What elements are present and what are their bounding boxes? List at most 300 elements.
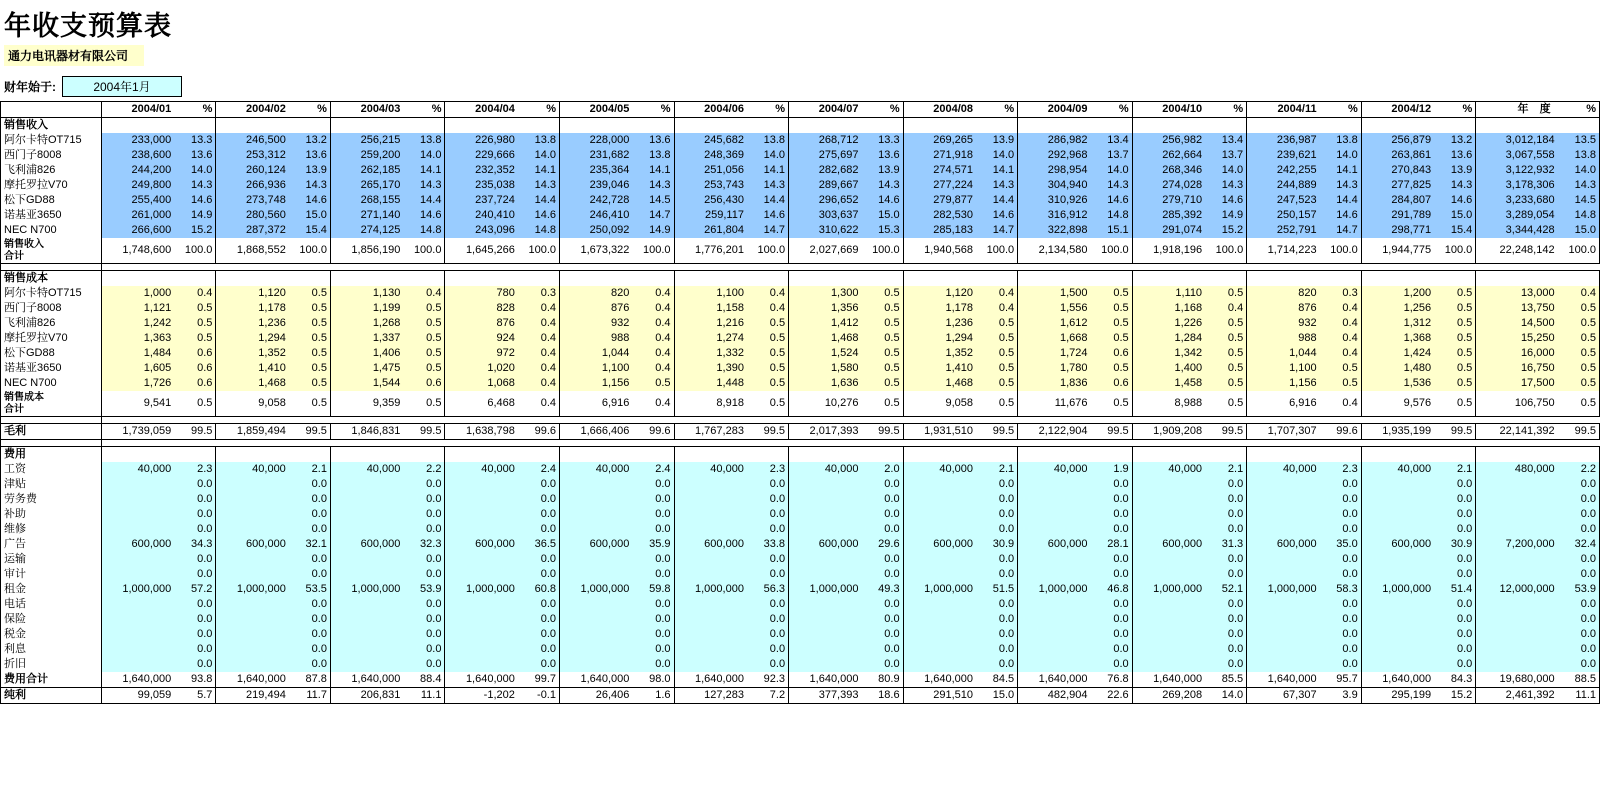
revenue-6-amt-3[interactable]: 271,140 (330, 208, 403, 223)
expense-13-pct-2[interactable]: 0.0 (289, 642, 331, 657)
revenue-1-pct-2[interactable]: 13.2 (289, 133, 331, 148)
cost-3-amt-2[interactable]: 1,236 (216, 316, 289, 331)
gross-profit-amt-10[interactable]: 1,909,208 (1132, 424, 1205, 440)
expense-12-amt-4[interactable] (445, 627, 518, 642)
revenue-7-amt-8[interactable]: 285,183 (903, 223, 976, 238)
revenue-2-amt-3[interactable]: 259,200 (330, 148, 403, 163)
cost-7-pct-3[interactable]: 0.6 (403, 376, 445, 391)
expense-11-pct-7[interactable]: 0.0 (861, 612, 903, 627)
expense-11-amt-6[interactable] (674, 612, 747, 627)
cost-2-amt-1[interactable]: 1,121 (101, 301, 174, 316)
revenue-2-amt-8[interactable]: 271,918 (903, 148, 976, 163)
revenue-1-amt-7[interactable]: 268,712 (789, 133, 862, 148)
expense-total-amt-12[interactable]: 1,640,000 (1361, 672, 1434, 688)
expense-10-pct-12[interactable]: 0.0 (1434, 597, 1476, 612)
expense-5-amt-10[interactable] (1132, 522, 1205, 537)
cost-7-pct-2[interactable]: 0.5 (289, 376, 331, 391)
gross-profit-pct-1[interactable]: 99.5 (174, 424, 216, 440)
revenue-2-pct-4[interactable]: 14.0 (518, 148, 560, 163)
cost-5-pct-12[interactable]: 0.5 (1434, 346, 1476, 361)
expense-5-amt-6[interactable] (674, 522, 747, 537)
expense-2-amt-6[interactable] (674, 477, 747, 492)
expense-9-pct-2[interactable]: 53.5 (289, 582, 331, 597)
revenue-total-amt-7[interactable]: 2,027,669 (789, 238, 862, 264)
expense-9-amt-3[interactable]: 1,000,000 (330, 582, 403, 597)
net-profit-amt-1[interactable]: 99,059 (101, 688, 174, 704)
expense-7-amt-6[interactable] (674, 552, 747, 567)
revenue-6-amt-11[interactable]: 250,157 (1247, 208, 1320, 223)
expense-10-amt-5[interactable] (560, 597, 633, 612)
cost-4-pct-10[interactable]: 0.5 (1205, 331, 1247, 346)
expense-1-pct-9[interactable]: 1.9 (1091, 462, 1133, 477)
revenue-7-amt-6[interactable]: 261,804 (674, 223, 747, 238)
revenue-total-year[interactable]: 22,248,142 (1476, 238, 1558, 264)
expense-13-amt-2[interactable] (216, 642, 289, 657)
revenue-4-pct-11[interactable]: 14.3 (1320, 178, 1362, 193)
cost-total-amt-9[interactable]: 11,676 (1018, 391, 1091, 417)
expense-6-pct-4[interactable]: 36.5 (518, 537, 560, 552)
cost-total-amt-11[interactable]: 6,916 (1247, 391, 1320, 417)
expense-13-amt-9[interactable] (1018, 642, 1091, 657)
expense-10-year-pct[interactable]: 0.0 (1558, 597, 1600, 612)
expense-4-pct-12[interactable]: 0.0 (1434, 507, 1476, 522)
expense-5-pct-4[interactable]: 0.0 (518, 522, 560, 537)
expense-7-amt-12[interactable] (1361, 552, 1434, 567)
cost-total-pct-6[interactable]: 0.5 (747, 391, 789, 417)
revenue-1-amt-4[interactable]: 226,980 (445, 133, 518, 148)
cost-2-pct-4[interactable]: 0.4 (518, 301, 560, 316)
revenue-1-amt-1[interactable]: 233,000 (101, 133, 174, 148)
cost-3-pct-1[interactable]: 0.5 (174, 316, 216, 331)
revenue-2-pct-1[interactable]: 13.6 (174, 148, 216, 163)
expense-13-amt-6[interactable] (674, 642, 747, 657)
cost-3-pct-3[interactable]: 0.5 (403, 316, 445, 331)
expense-11-pct-12[interactable]: 0.0 (1434, 612, 1476, 627)
revenue-7-pct-1[interactable]: 15.2 (174, 223, 216, 238)
expense-14-pct-2[interactable]: 0.0 (289, 657, 331, 672)
expense-1-pct-2[interactable]: 2.1 (289, 462, 331, 477)
expense-1-pct-10[interactable]: 2.1 (1205, 462, 1247, 477)
revenue-7-amt-3[interactable]: 274,125 (330, 223, 403, 238)
expense-6-amt-11[interactable]: 600,000 (1247, 537, 1320, 552)
expense-1-amt-10[interactable]: 40,000 (1132, 462, 1205, 477)
revenue-6-amt-1[interactable]: 261,000 (101, 208, 174, 223)
expense-13-pct-3[interactable]: 0.0 (403, 642, 445, 657)
expense-6-amt-8[interactable]: 600,000 (903, 537, 976, 552)
cost-3-pct-10[interactable]: 0.5 (1205, 316, 1247, 331)
revenue-7-amt-10[interactable]: 291,074 (1132, 223, 1205, 238)
cost-1-pct-7[interactable]: 0.5 (861, 286, 903, 301)
revenue-5-amt-2[interactable]: 273,748 (216, 193, 289, 208)
expense-total-pct-5[interactable]: 98.0 (632, 672, 674, 688)
revenue-total-pct-1[interactable]: 100.0 (174, 238, 216, 264)
revenue-2-pct-6[interactable]: 14.0 (747, 148, 789, 163)
expense-12-amt-12[interactable] (1361, 627, 1434, 642)
expense-7-pct-8[interactable]: 0.0 (976, 552, 1018, 567)
expense-7-amt-7[interactable] (789, 552, 862, 567)
net-profit-amt-6[interactable]: 127,283 (674, 688, 747, 704)
expense-9-pct-7[interactable]: 49.3 (861, 582, 903, 597)
expense-4-pct-5[interactable]: 0.0 (632, 507, 674, 522)
expense-7-amt-2[interactable] (216, 552, 289, 567)
expense-8-pct-10[interactable]: 0.0 (1205, 567, 1247, 582)
cost-6-pct-7[interactable]: 0.5 (861, 361, 903, 376)
expense-3-pct-1[interactable]: 0.0 (174, 492, 216, 507)
revenue-5-amt-5[interactable]: 242,728 (560, 193, 633, 208)
revenue-5-pct-12[interactable]: 14.6 (1434, 193, 1476, 208)
cost-total-pct-1[interactable]: 0.5 (174, 391, 216, 417)
cost-6-pct-1[interactable]: 0.6 (174, 361, 216, 376)
cost-2-pct-6[interactable]: 0.4 (747, 301, 789, 316)
revenue-7-amt-1[interactable]: 266,600 (101, 223, 174, 238)
revenue-4-amt-9[interactable]: 304,940 (1018, 178, 1091, 193)
revenue-total-amt-4[interactable]: 1,645,266 (445, 238, 518, 264)
cost-6-amt-4[interactable]: 1,020 (445, 361, 518, 376)
gross-profit-pct-5[interactable]: 99.6 (632, 424, 674, 440)
revenue-total-amt-11[interactable]: 1,714,223 (1247, 238, 1320, 264)
cost-7-amt-2[interactable]: 1,468 (216, 376, 289, 391)
cost-total-pct-5[interactable]: 0.4 (632, 391, 674, 417)
expense-total-pct-9[interactable]: 76.8 (1091, 672, 1133, 688)
cost-7-amt-3[interactable]: 1,544 (330, 376, 403, 391)
expense-5-pct-2[interactable]: 0.0 (289, 522, 331, 537)
revenue-total-amt-5[interactable]: 1,673,322 (560, 238, 633, 264)
cost-1-amt-12[interactable]: 1,200 (1361, 286, 1434, 301)
expense-3-year[interactable] (1476, 492, 1558, 507)
expense-12-pct-7[interactable]: 0.0 (861, 627, 903, 642)
expense-7-pct-11[interactable]: 0.0 (1320, 552, 1362, 567)
revenue-total-pct-9[interactable]: 100.0 (1091, 238, 1133, 264)
gross-profit-pct-4[interactable]: 99.6 (518, 424, 560, 440)
expense-7-pct-9[interactable]: 0.0 (1091, 552, 1133, 567)
cost-total-pct-9[interactable]: 0.5 (1091, 391, 1133, 417)
expense-14-year[interactable] (1476, 657, 1558, 672)
expense-9-pct-4[interactable]: 60.8 (518, 582, 560, 597)
expense-2-pct-12[interactable]: 0.0 (1434, 477, 1476, 492)
cost-5-amt-1[interactable]: 1,484 (101, 346, 174, 361)
revenue-2-pct-7[interactable]: 13.6 (861, 148, 903, 163)
revenue-7-amt-5[interactable]: 250,092 (560, 223, 633, 238)
revenue-total-amt-2[interactable]: 1,868,552 (216, 238, 289, 264)
revenue-6-amt-7[interactable]: 303,637 (789, 208, 862, 223)
expense-7-amt-1[interactable] (101, 552, 174, 567)
expense-4-amt-7[interactable] (789, 507, 862, 522)
revenue-5-amt-8[interactable]: 279,877 (903, 193, 976, 208)
expense-10-amt-2[interactable] (216, 597, 289, 612)
cost-3-amt-6[interactable]: 1,216 (674, 316, 747, 331)
cost-total-pct-10[interactable]: 0.5 (1205, 391, 1247, 417)
expense-2-amt-1[interactable] (101, 477, 174, 492)
expense-2-pct-2[interactable]: 0.0 (289, 477, 331, 492)
expense-7-pct-4[interactable]: 0.0 (518, 552, 560, 567)
cost-3-pct-12[interactable]: 0.5 (1434, 316, 1476, 331)
expense-10-pct-10[interactable]: 0.0 (1205, 597, 1247, 612)
expense-6-amt-10[interactable]: 600,000 (1132, 537, 1205, 552)
expense-9-pct-9[interactable]: 46.8 (1091, 582, 1133, 597)
expense-9-pct-11[interactable]: 58.3 (1320, 582, 1362, 597)
revenue-3-pct-1[interactable]: 14.0 (174, 163, 216, 178)
cost-7-amt-1[interactable]: 1,726 (101, 376, 174, 391)
expense-4-pct-7[interactable]: 0.0 (861, 507, 903, 522)
gross-profit-pct-3[interactable]: 99.5 (403, 424, 445, 440)
cost-1-pct-9[interactable]: 0.5 (1091, 286, 1133, 301)
revenue-7-amt-12[interactable]: 298,771 (1361, 223, 1434, 238)
revenue-6-amt-4[interactable]: 240,410 (445, 208, 518, 223)
cost-3-amt-7[interactable]: 1,412 (789, 316, 862, 331)
cost-2-pct-1[interactable]: 0.5 (174, 301, 216, 316)
expense-10-pct-4[interactable]: 0.0 (518, 597, 560, 612)
expense-10-amt-7[interactable] (789, 597, 862, 612)
expense-14-amt-11[interactable] (1247, 657, 1320, 672)
revenue-6-pct-3[interactable]: 14.6 (403, 208, 445, 223)
revenue-5-amt-3[interactable]: 268,155 (330, 193, 403, 208)
expense-7-amt-3[interactable] (330, 552, 403, 567)
revenue-6-amt-9[interactable]: 316,912 (1018, 208, 1091, 223)
cost-total-amt-6[interactable]: 8,918 (674, 391, 747, 417)
cost-7-pct-6[interactable]: 0.5 (747, 376, 789, 391)
revenue-4-pct-4[interactable]: 14.3 (518, 178, 560, 193)
expense-1-amt-8[interactable]: 40,000 (903, 462, 976, 477)
revenue-2-pct-3[interactable]: 14.0 (403, 148, 445, 163)
cost-3-pct-9[interactable]: 0.5 (1091, 316, 1133, 331)
expense-12-pct-5[interactable]: 0.0 (632, 627, 674, 642)
expense-8-pct-9[interactable]: 0.0 (1091, 567, 1133, 582)
expense-6-amt-1[interactable]: 600,000 (101, 537, 174, 552)
expense-12-pct-10[interactable]: 0.0 (1205, 627, 1247, 642)
expense-4-pct-4[interactable]: 0.0 (518, 507, 560, 522)
revenue-total-amt-1[interactable]: 1,748,600 (101, 238, 174, 264)
expense-1-year[interactable]: 480,000 (1476, 462, 1558, 477)
cost-5-pct-10[interactable]: 0.5 (1205, 346, 1247, 361)
cost-1-year-pct[interactable]: 0.4 (1558, 286, 1600, 301)
expense-total-amt-10[interactable]: 1,640,000 (1132, 672, 1205, 688)
expense-1-pct-3[interactable]: 2.2 (403, 462, 445, 477)
revenue-5-amt-4[interactable]: 237,724 (445, 193, 518, 208)
expense-2-pct-8[interactable]: 0.0 (976, 477, 1018, 492)
revenue-1-amt-10[interactable]: 256,982 (1132, 133, 1205, 148)
expense-10-year[interactable] (1476, 597, 1558, 612)
cost-5-pct-11[interactable]: 0.4 (1320, 346, 1362, 361)
expense-5-amt-3[interactable] (330, 522, 403, 537)
revenue-total-amt-10[interactable]: 1,918,196 (1132, 238, 1205, 264)
cost-total-pct-8[interactable]: 0.5 (976, 391, 1018, 417)
cost-6-pct-8[interactable]: 0.5 (976, 361, 1018, 376)
expense-13-pct-6[interactable]: 0.0 (747, 642, 789, 657)
cost-total-amt-10[interactable]: 8,988 (1132, 391, 1205, 417)
expense-5-year-pct[interactable]: 0.0 (1558, 522, 1600, 537)
cost-total-pct-3[interactable]: 0.5 (403, 391, 445, 417)
cost-5-amt-2[interactable]: 1,352 (216, 346, 289, 361)
revenue-7-year-pct[interactable]: 15.0 (1558, 223, 1600, 238)
revenue-5-amt-10[interactable]: 279,710 (1132, 193, 1205, 208)
expense-12-amt-3[interactable] (330, 627, 403, 642)
expense-4-amt-12[interactable] (1361, 507, 1434, 522)
expense-7-amt-9[interactable] (1018, 552, 1091, 567)
gross-profit-pct-10[interactable]: 99.5 (1205, 424, 1247, 440)
gross-profit-pct-6[interactable]: 99.5 (747, 424, 789, 440)
cost-4-amt-11[interactable]: 988 (1247, 331, 1320, 346)
expense-6-year-pct[interactable]: 32.4 (1558, 537, 1600, 552)
expense-13-pct-5[interactable]: 0.0 (632, 642, 674, 657)
cost-3-amt-4[interactable]: 876 (445, 316, 518, 331)
expense-11-pct-5[interactable]: 0.0 (632, 612, 674, 627)
expense-6-amt-9[interactable]: 600,000 (1018, 537, 1091, 552)
revenue-6-pct-2[interactable]: 15.0 (289, 208, 331, 223)
expense-3-pct-11[interactable]: 0.0 (1320, 492, 1362, 507)
expense-1-amt-9[interactable]: 40,000 (1018, 462, 1091, 477)
cost-7-amt-8[interactable]: 1,468 (903, 376, 976, 391)
expense-5-amt-9[interactable] (1018, 522, 1091, 537)
expense-2-amt-7[interactable] (789, 477, 862, 492)
cost-3-amt-5[interactable]: 932 (560, 316, 633, 331)
cost-3-amt-9[interactable]: 1,612 (1018, 316, 1091, 331)
expense-4-pct-11[interactable]: 0.0 (1320, 507, 1362, 522)
expense-1-amt-3[interactable]: 40,000 (330, 462, 403, 477)
cost-5-pct-2[interactable]: 0.5 (289, 346, 331, 361)
revenue-6-pct-9[interactable]: 14.8 (1091, 208, 1133, 223)
revenue-2-amt-5[interactable]: 231,682 (560, 148, 633, 163)
expense-6-pct-11[interactable]: 35.0 (1320, 537, 1362, 552)
revenue-2-year[interactable]: 3,067,558 (1476, 148, 1558, 163)
expense-2-pct-11[interactable]: 0.0 (1320, 477, 1362, 492)
cost-total-amt-5[interactable]: 6,916 (560, 391, 633, 417)
cost-1-amt-8[interactable]: 1,120 (903, 286, 976, 301)
expense-8-amt-7[interactable] (789, 567, 862, 582)
expense-10-pct-11[interactable]: 0.0 (1320, 597, 1362, 612)
expense-5-year[interactable] (1476, 522, 1558, 537)
revenue-total-pct-6[interactable]: 100.0 (747, 238, 789, 264)
expense-total-amt-8[interactable]: 1,640,000 (903, 672, 976, 688)
cost-5-amt-3[interactable]: 1,406 (330, 346, 403, 361)
expense-8-amt-10[interactable] (1132, 567, 1205, 582)
cost-6-pct-11[interactable]: 0.5 (1320, 361, 1362, 376)
revenue-2-amt-11[interactable]: 239,621 (1247, 148, 1320, 163)
expense-7-amt-5[interactable] (560, 552, 633, 567)
revenue-5-amt-6[interactable]: 256,430 (674, 193, 747, 208)
revenue-2-amt-9[interactable]: 292,968 (1018, 148, 1091, 163)
cost-total-pct-4[interactable]: 0.4 (518, 391, 560, 417)
expense-2-amt-11[interactable] (1247, 477, 1320, 492)
expense-3-amt-11[interactable] (1247, 492, 1320, 507)
expense-5-amt-2[interactable] (216, 522, 289, 537)
revenue-5-amt-12[interactable]: 284,807 (1361, 193, 1434, 208)
expense-11-pct-10[interactable]: 0.0 (1205, 612, 1247, 627)
expense-13-pct-7[interactable]: 0.0 (861, 642, 903, 657)
revenue-total-pct-11[interactable]: 100.0 (1320, 238, 1362, 264)
expense-14-amt-6[interactable] (674, 657, 747, 672)
cost-1-pct-5[interactable]: 0.4 (632, 286, 674, 301)
cost-1-pct-12[interactable]: 0.5 (1434, 286, 1476, 301)
revenue-4-amt-4[interactable]: 235,038 (445, 178, 518, 193)
gross-profit-amt-11[interactable]: 1,707,307 (1247, 424, 1320, 440)
expense-5-pct-3[interactable]: 0.0 (403, 522, 445, 537)
expense-6-pct-3[interactable]: 32.3 (403, 537, 445, 552)
expense-5-amt-1[interactable] (101, 522, 174, 537)
cost-6-amt-1[interactable]: 1,605 (101, 361, 174, 376)
expense-8-amt-6[interactable] (674, 567, 747, 582)
cost-3-pct-8[interactable]: 0.5 (976, 316, 1018, 331)
expense-total-amt-2[interactable]: 1,640,000 (216, 672, 289, 688)
expense-9-pct-8[interactable]: 51.5 (976, 582, 1018, 597)
expense-14-pct-6[interactable]: 0.0 (747, 657, 789, 672)
cost-5-pct-7[interactable]: 0.5 (861, 346, 903, 361)
cost-3-year-pct[interactable]: 0.5 (1558, 316, 1600, 331)
cost-4-amt-10[interactable]: 1,284 (1132, 331, 1205, 346)
cost-1-pct-3[interactable]: 0.4 (403, 286, 445, 301)
expense-9-pct-6[interactable]: 56.3 (747, 582, 789, 597)
cost-5-pct-3[interactable]: 0.5 (403, 346, 445, 361)
revenue-6-amt-8[interactable]: 282,530 (903, 208, 976, 223)
net-profit-amt-12[interactable]: 295,199 (1361, 688, 1434, 704)
expense-8-amt-4[interactable] (445, 567, 518, 582)
revenue-4-amt-11[interactable]: 244,889 (1247, 178, 1320, 193)
cost-total-year-pct[interactable]: 0.5 (1558, 391, 1600, 417)
expense-7-pct-7[interactable]: 0.0 (861, 552, 903, 567)
revenue-3-amt-4[interactable]: 232,352 (445, 163, 518, 178)
cost-4-pct-11[interactable]: 0.4 (1320, 331, 1362, 346)
expense-7-amt-11[interactable] (1247, 552, 1320, 567)
cost-2-year[interactable]: 13,750 (1476, 301, 1558, 316)
net-profit-amt-4[interactable]: -1,202 (445, 688, 518, 704)
cost-2-pct-3[interactable]: 0.5 (403, 301, 445, 316)
expense-8-pct-7[interactable]: 0.0 (861, 567, 903, 582)
expense-10-amt-11[interactable] (1247, 597, 1320, 612)
revenue-total-pct-8[interactable]: 100.0 (976, 238, 1018, 264)
revenue-total-pct-4[interactable]: 100.0 (518, 238, 560, 264)
expense-5-pct-11[interactable]: 0.0 (1320, 522, 1362, 537)
revenue-total-amt-6[interactable]: 1,776,201 (674, 238, 747, 264)
revenue-7-pct-5[interactable]: 14.9 (632, 223, 674, 238)
cost-total-amt-8[interactable]: 9,058 (903, 391, 976, 417)
cost-2-pct-2[interactable]: 0.5 (289, 301, 331, 316)
expense-2-amt-2[interactable] (216, 477, 289, 492)
expense-12-year-pct[interactable]: 0.0 (1558, 627, 1600, 642)
cost-6-pct-5[interactable]: 0.4 (632, 361, 674, 376)
cost-1-pct-4[interactable]: 0.3 (518, 286, 560, 301)
cost-4-amt-2[interactable]: 1,294 (216, 331, 289, 346)
cost-7-amt-6[interactable]: 1,448 (674, 376, 747, 391)
expense-1-amt-5[interactable]: 40,000 (560, 462, 633, 477)
cost-2-year-pct[interactable]: 0.5 (1558, 301, 1600, 316)
expense-8-amt-2[interactable] (216, 567, 289, 582)
revenue-3-amt-5[interactable]: 235,364 (560, 163, 633, 178)
expense-2-pct-10[interactable]: 0.0 (1205, 477, 1247, 492)
expense-14-amt-8[interactable] (903, 657, 976, 672)
expense-9-pct-1[interactable]: 57.2 (174, 582, 216, 597)
expense-3-pct-6[interactable]: 0.0 (747, 492, 789, 507)
revenue-2-amt-6[interactable]: 248,369 (674, 148, 747, 163)
expense-6-amt-7[interactable]: 600,000 (789, 537, 862, 552)
gross-profit-amt-4[interactable]: 1,638,798 (445, 424, 518, 440)
cost-5-amt-7[interactable]: 1,524 (789, 346, 862, 361)
expense-1-pct-12[interactable]: 2.1 (1434, 462, 1476, 477)
expense-5-pct-12[interactable]: 0.0 (1434, 522, 1476, 537)
cost-5-amt-11[interactable]: 1,044 (1247, 346, 1320, 361)
cost-6-amt-3[interactable]: 1,475 (330, 361, 403, 376)
cost-3-pct-2[interactable]: 0.5 (289, 316, 331, 331)
expense-3-amt-12[interactable] (1361, 492, 1434, 507)
expense-8-year-pct[interactable]: 0.0 (1558, 567, 1600, 582)
expense-total-amt-1[interactable]: 1,640,000 (101, 672, 174, 688)
expense-12-pct-1[interactable]: 0.0 (174, 627, 216, 642)
cost-4-year-pct[interactable]: 0.5 (1558, 331, 1600, 346)
expense-14-amt-5[interactable] (560, 657, 633, 672)
expense-9-pct-5[interactable]: 59.8 (632, 582, 674, 597)
expense-8-pct-1[interactable]: 0.0 (174, 567, 216, 582)
cost-1-year[interactable]: 13,000 (1476, 286, 1558, 301)
cost-1-amt-9[interactable]: 1,500 (1018, 286, 1091, 301)
revenue-4-pct-12[interactable]: 14.3 (1434, 178, 1476, 193)
